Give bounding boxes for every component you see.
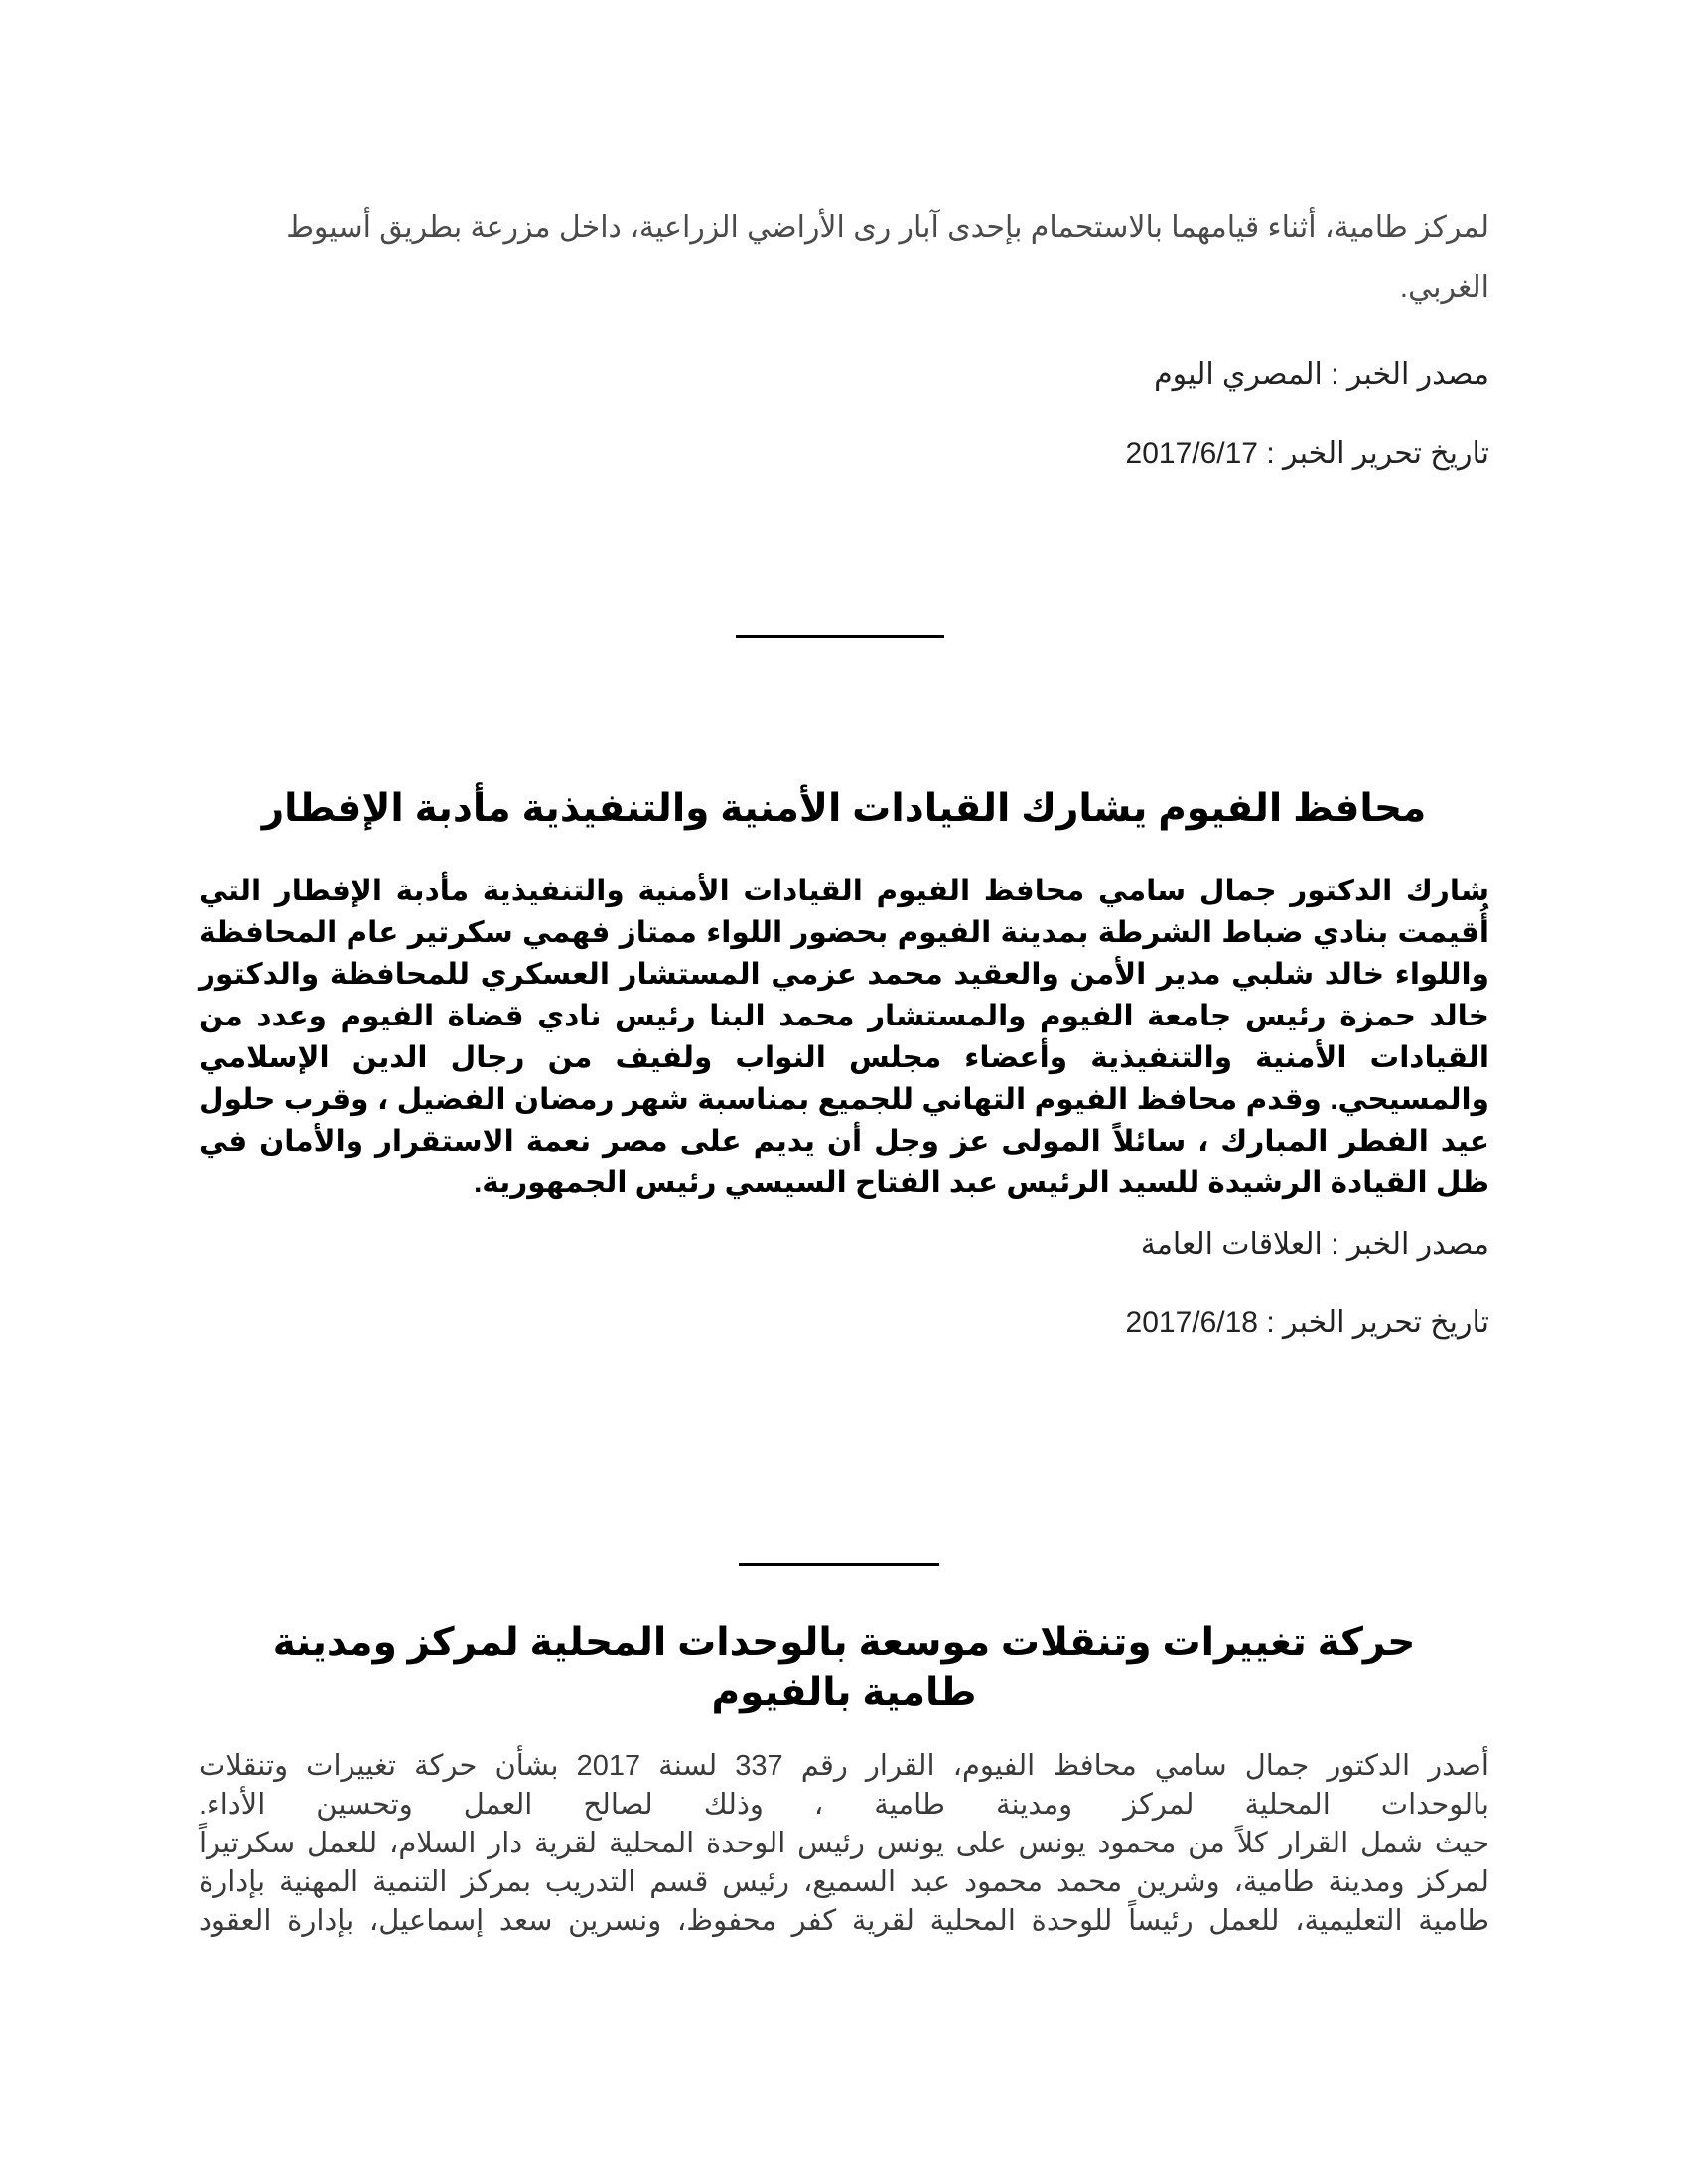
article1-date: [199, 1303, 1489, 1343]
article2-body-wrap: [199, 1747, 1489, 1941]
article2-headline: حركة تغييرات وتنقلات موسعة بالوحدات المحلية لمركز ومدينة طامية بالفيوم: [272, 1621, 1416, 1713]
article2-body-line: لمركز ومدينة طامية، وشرين محمد محمود عبد السميع، رئيس قسم التدريب بمركز التنمية المهنية بإدارة: [199, 1866, 1489, 1898]
continuation-block: [199, 199, 1489, 318]
article2-body-line: حيث شمل القرار كلاً من محمود يونس على يونس رئيس الوحدة المحلية لقرية دار السلام، للعمل سكرتيراً: [199, 1828, 1489, 1859]
news-date-label: تاريخ تحرير الخبر :: [1266, 1306, 1489, 1339]
article2-body: [199, 1747, 1489, 1941]
section-divider: [739, 1563, 939, 1566]
news-date-label: تاريخ تحرير الخبر :: [1266, 437, 1489, 470]
news-date-line: [199, 434, 1489, 474]
news-date-value: 2017/6/17: [1125, 437, 1258, 470]
article2-body-line: أصدر الدكتور جمال سامي محافظ الفيوم، القرار رقم 337 لسنة 2017 بشأن حركة تغييرات وتنقلات: [199, 1750, 1489, 1782]
article2-headline-wrap: [228, 1618, 1460, 1717]
article2-body-line: طامية التعليمية، للعمل رئيساً للوحدة المحلية لقرية كفر محفوظ، ونسرين سعد إسماعيل، بإدارة العقود: [199, 1905, 1489, 1937]
news-date-line: [199, 1303, 1489, 1343]
article1-body: شارك الدكتور جمال سامي محافظ الفيوم القيادات الأمنية والتنفيذية مأدبة الإفطار التي أُقيمت بنادي ضباط الشرطة بمدينة الفيوم بحضور اللواء ممتاز فهمي سكرتير عام المحافظة واللواء خالد شلبي مدير الأمن والعقيد محمد عزمي المستشار العسكري للمحافظة والدكتور خالد حمزة رئيس جامعة الفيوم والمستشار محمد البنا رئيس نادي قضاة الفيوم وعدد من القيادات الأمنية والتنفيذية وأعضاء مجلس النواب ولفيف من رجال الدين الإسلامي والمسيحي. وقدم محافظ الفيوم التهاني للجميع بمناسبة شهر رمضان الفضيل ، وقرب حلول عيد الفطر المبارك ، سائلاً المولى عز وجل أن يديم على مصر نعمة الاستقرار والأمان في ظل القيادة الرشيدة للسيد الرئيس عبد الفتاح السيسي رئيس الجمهورية.: [199, 875, 1489, 1199]
continuation-paragraph: لمركز طامية، أثناء قيامهما بالاستحمام بإحدى آبار رى الأراضي الزراعية، داخل مزرعة بطريق أسيوط الغربي.: [286, 211, 1489, 304]
article1-body-wrap: [199, 871, 1489, 1204]
news-date-value: 2017/6/18: [1125, 1306, 1258, 1339]
section-divider: [736, 635, 944, 638]
continuation-date: [199, 434, 1489, 474]
news-source-line: مصدر الخبر : المصري اليوم: [1154, 358, 1489, 391]
news-source-line: مصدر الخبر : العلاقات العامة: [1140, 1228, 1489, 1261]
article1-headline-wrap: [238, 784, 1450, 834]
article1-headline: محافظ الفيوم يشارك القيادات الأمنية والتنفيذية مأدبة الإفطار: [261, 787, 1427, 830]
article2-body-line: بالوحدات المحلية لمركز ومدينة طامية ، وذلك لصالح العمل وتحسين الأداء.: [199, 1789, 1489, 1821]
continuation-source: [199, 355, 1489, 395]
article1-source: [199, 1225, 1489, 1265]
